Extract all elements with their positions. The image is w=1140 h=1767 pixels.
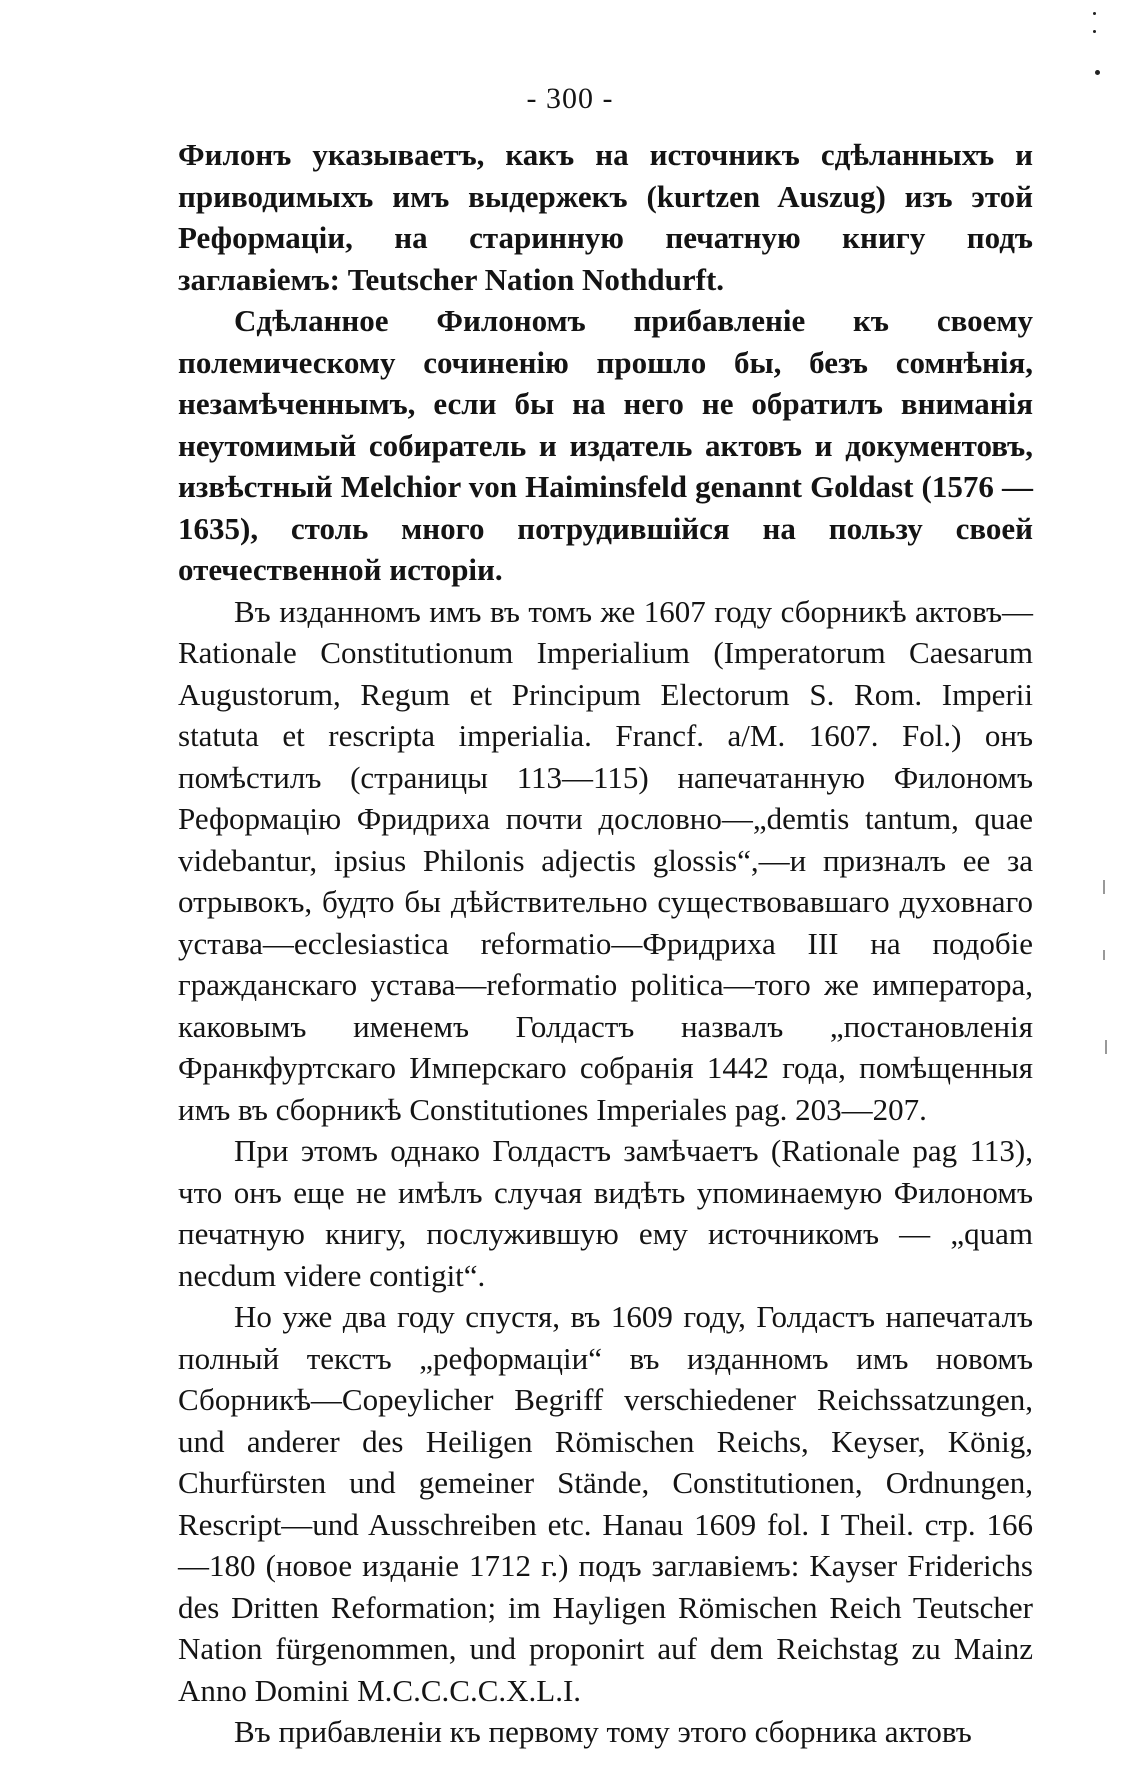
paragraph-goldast-note: При этомъ однако Голдастъ замѣчаетъ (Rationale pag 113), что онъ еще не имѣлъ случая видѣть упоминаемую Филономъ печатную книгу, послужившую ему источникомъ — „quam necdum videre contigit“. (178, 1133, 1033, 1293)
scan-mark (1103, 880, 1105, 894)
body-text (178, 134, 1033, 1753)
paragraph-appendix: Въ прибавленіи къ первому тому этого сборника актовъ (234, 1714, 972, 1749)
scan-dot (1095, 70, 1100, 75)
paragraph-rationale-1607: Въ изданномъ имъ въ томъ же 1607 году сборникѣ актовъ—Rationale Constitutionum Imperialium (Imperatorum Caesarum Augustorum, Regum et Principum Electorum S. Rom. Imperii statuta et rescripta imperialia. Francf. a/M. 1607. Fol.) онъ помѣстилъ (страницы 113—115) напечатанную Филономъ Реформацію Фридриха почти дословно—„demtis tantum, quae videbantur, ipsius Philonis adjectis glossis“,—и призналъ ее за отрывокъ, будто бы дѣйствительно существовавшаго духовнаго устава—ecclesiastica reformatio—Фридриха III на подобіе гражданскаго устава—reformatio politica—того же императора, каковымъ именемъ Голдастъ назвалъ „постановленія Франкфуртскаго Имперскаго собранія 1442 года, помѣщенныя имъ въ сборникѣ Constitutiones Imperiales pag. 203—207. (178, 593, 1033, 1127)
paragraph-filon-source: Филонъ указываетъ, какъ на источникъ сдѣланныхъ и приводимыхъ имъ выдержекъ (kurtzen Auszug) изъ этой Реформаціи, на старинную печатную книгу подъ заглавіемъ: Teutscher Nation Nothdurft. (178, 137, 1033, 297)
paragraph-goldast-intro: Сдѣланное Филономъ прибавленіе къ своему полемическому сочиненію прошло бы, безъ сомнѣнія, незамѣченнымъ, если бы на него не обратилъ вниманія неутомимый собиратель и издатель актовъ и документовъ, извѣстный Melchior von Haiminsfeld genannt Goldast (1576 — 1635), столь много потрудившійся на пользу своей отечественной исторіи. (178, 303, 1033, 587)
scan-dot (1093, 12, 1096, 15)
scan-mark (1105, 1040, 1107, 1054)
scan-dot (1093, 30, 1096, 33)
page-number: - 300 - (526, 82, 614, 115)
paragraph-1609-edition: Но уже два году спустя, въ 1609 году, Голдастъ напечаталъ полный текстъ „реформаціи“ въ изданномъ имъ новомъ Сборникѣ—Copeylicher Begriff verschiedener Reichssatzungen, und anderer des Heiligen Römischen Reichs, Keyser, König, Churfürsten und gemeiner Stände, Constitutionen, Ordnungen, Rescript—und Ausschreiben etc. Hanau 1609 fol. I Theil. стр. 166—180 (новое изданіе 1712 г.) подъ заглавіемъ: Kayser Friderichs des Dritten Reformation; im Hayligen Römischen Reich Teutscher Nation fürgenommen, und proponirt auf dem Reichstag zu Mainz Anno Domini M.C.C.C.C.X.L.I. (178, 1299, 1033, 1708)
scan-mark (1103, 950, 1105, 960)
